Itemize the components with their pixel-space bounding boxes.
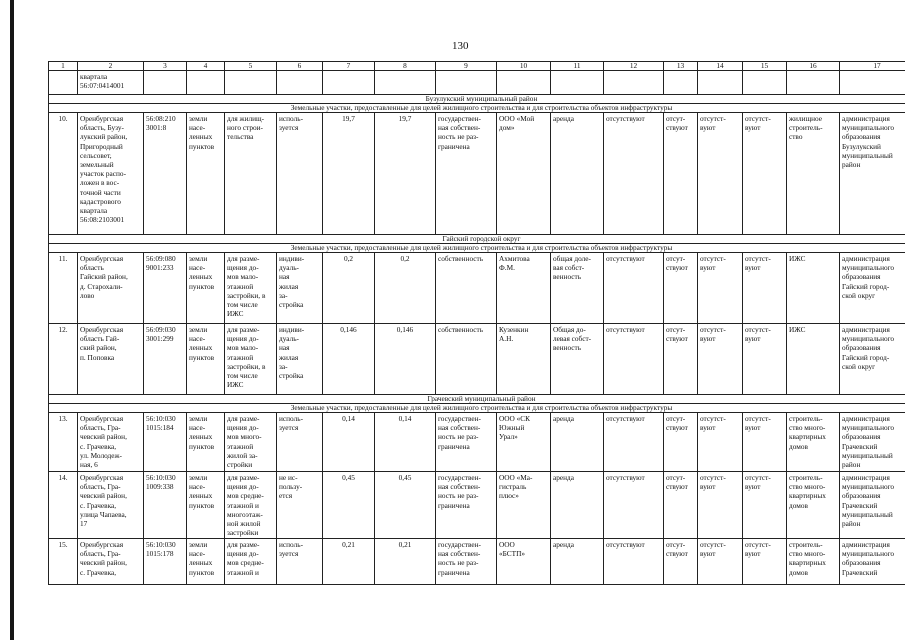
restrictions-cell: отсут- ствуют	[664, 413, 698, 472]
column-number-cell: 10	[497, 62, 551, 71]
column-number-cell: 14	[698, 62, 743, 71]
administration-cell: администрация муниципального образования Гайский город- ской округ	[840, 324, 905, 395]
encumbrances-cell: отсутствуют	[604, 472, 664, 539]
right-type-cell: аренда	[551, 472, 604, 539]
restrictions-cell: отсут- ствуют	[664, 113, 698, 235]
purpose-cell: строитель- ство много- квартирных домов	[787, 472, 840, 539]
administration-cell: администрация муниципального образования Гайский город- ской округ	[840, 253, 905, 324]
category-heading: Земельные участки, предоставленные для целей жилищного строительства и для строительства объектов инфраструктуры	[49, 404, 905, 413]
empty-cell	[787, 71, 840, 95]
ownership-form-cell: государствен- ная собствен- ность не раз- граничена	[436, 539, 497, 585]
column-number-cell: 5	[225, 62, 277, 71]
empty-cell	[743, 71, 787, 95]
empty-cell	[49, 71, 78, 95]
encumbrances-cell: отсутствуют	[604, 324, 664, 395]
land-category-cell: земли насе- ленных пунктов	[187, 253, 225, 324]
usage-status-cell: индиви- дуаль- ная жилая за- стройка	[277, 324, 323, 395]
row-number-cell: 12.	[49, 324, 78, 395]
area-total-cell: 0,146	[375, 324, 436, 395]
land-plot-row	[49, 324, 905, 395]
cadastral-number-cell: 56:08:210 3001:8	[144, 113, 187, 235]
land-plot-row	[49, 413, 905, 472]
empty-cell	[225, 71, 277, 95]
restrictions-3-cell: отсутст- вуют	[743, 413, 787, 472]
land-category-cell: земли насе- ленных пунктов	[187, 472, 225, 539]
restrictions-3-cell: отсутст- вуют	[743, 324, 787, 395]
usage-status-cell: исполь- зуется	[277, 413, 323, 472]
permitted-use-cell: для разме- щения до- мов мало- этажной застройки, в том числе ИЖС	[225, 324, 277, 395]
column-number-cell: 12	[604, 62, 664, 71]
usage-status-cell: исполь- зуется	[277, 539, 323, 585]
permitted-use-cell: для жилищ- ного строи- тельства	[225, 113, 277, 235]
column-number-cell: 6	[277, 62, 323, 71]
empty-cell	[277, 71, 323, 95]
land-category-cell: земли насе- ленных пунктов	[187, 413, 225, 472]
area-ha-cell: 19,7	[323, 113, 375, 235]
cadastral-number-cell: 56:10:030 1015:184	[144, 413, 187, 472]
purpose-cell: жилищное строитель- ство	[787, 113, 840, 235]
district-name: Грачевский муниципальный район	[49, 395, 905, 404]
area-total-cell: 0,14	[375, 413, 436, 472]
column-number-cell: 8	[375, 62, 436, 71]
restrictions-3-cell: отсутст- вуют	[743, 539, 787, 585]
right-holder-cell: ООО «СК Южный Урал»	[497, 413, 551, 472]
right-type-cell: аренда	[551, 539, 604, 585]
location-cell: Оренбургская область, Гра- чевский район, с. Грачевка,	[78, 539, 144, 585]
area-ha-cell: 0,21	[323, 539, 375, 585]
right-holder-cell: ООО «Мой дом»	[497, 113, 551, 235]
right-type-cell: Общая до- левая собст- венность	[551, 324, 604, 395]
row-number-cell: 11.	[49, 253, 78, 324]
area-total-cell: 19,7	[375, 113, 436, 235]
area-ha-cell: 0,146	[323, 324, 375, 395]
empty-cell	[187, 71, 225, 95]
restrictions-2-cell: отсутст- вуют	[698, 413, 743, 472]
continuation-row	[49, 71, 905, 95]
right-holder-cell: ООО «Ма- гистраль плюс»	[497, 472, 551, 539]
category-heading: Земельные участки, предоставленные для целей жилищного строительства и для строительства объектов инфраструктуры	[49, 244, 905, 253]
land-plot-row	[49, 113, 905, 235]
column-number-cell: 13	[664, 62, 698, 71]
administration-cell: администрация муниципального образования Грачевский	[840, 539, 905, 585]
empty-cell	[551, 71, 604, 95]
restrictions-3-cell: отсутст- вуют	[743, 472, 787, 539]
area-total-cell: 0,45	[375, 472, 436, 539]
area-total-cell: 0,21	[375, 539, 436, 585]
ownership-form-cell: собственность	[436, 253, 497, 324]
row-number-cell: 15.	[49, 539, 78, 585]
administration-cell: администрация муниципального образования Грачевский муниципальный район	[840, 472, 905, 539]
ownership-form-cell: собственность	[436, 324, 497, 395]
column-number-cell: 11	[551, 62, 604, 71]
column-number-cell: 7	[323, 62, 375, 71]
column-number-cell: 16	[787, 62, 840, 71]
category-header-row	[49, 104, 905, 113]
location-cell: Оренбургская область Гайский район, д. Старохали- лово	[78, 253, 144, 324]
restrictions-2-cell: отсутст- вуют	[698, 324, 743, 395]
encumbrances-cell: отсутствуют	[604, 413, 664, 472]
land-plot-row	[49, 253, 905, 324]
column-number-cell: 17	[840, 62, 905, 71]
cadastral-quarter-continuation: квартала 56:07:0414001	[78, 71, 144, 95]
row-number-cell: 13.	[49, 413, 78, 472]
empty-cell	[375, 71, 436, 95]
column-number-row	[49, 62, 905, 71]
land-plot-row	[49, 472, 905, 539]
land-category-cell: земли насе- ленных пунктов	[187, 324, 225, 395]
binding-edge-line	[10, 0, 14, 640]
purpose-cell: строитель- ство много- квартирных домов	[787, 413, 840, 472]
permitted-use-cell: для разме- щения до- мов много- этажной жилой за- стройки	[225, 413, 277, 472]
encumbrances-cell: отсутствуют	[604, 539, 664, 585]
restrictions-3-cell: отсутст- вуют	[743, 113, 787, 235]
permitted-use-cell: для разме- щения до- мов средне- этажной и	[225, 539, 277, 585]
right-holder-cell: ООО «БСТП»	[497, 539, 551, 585]
administration-cell: администрация муниципального образования Бузулукский муниципальный район	[840, 113, 905, 235]
location-cell: Оренбургская область, Гра- чевский район, с. Грачевка, ул. Молодеж- ная, 6	[78, 413, 144, 472]
usage-status-cell: индиви- дуаль- ная жилая за- стройка	[277, 253, 323, 324]
ownership-form-cell: государствен- ная собствен- ность не раз- граничена	[436, 413, 497, 472]
purpose-cell: ИЖС	[787, 253, 840, 324]
area-total-cell: 0,2	[375, 253, 436, 324]
purpose-cell: ИЖС	[787, 324, 840, 395]
category-heading: Земельные участки, предоставленные для целей жилищного строительства и для строительства объектов инфраструктуры	[49, 104, 905, 113]
empty-cell	[604, 71, 664, 95]
restrictions-2-cell: отсутст- вуют	[698, 539, 743, 585]
administration-cell: администрация муниципального образования Грачевский муниципальный район	[840, 413, 905, 472]
location-cell: Оренбургская область Гай- ский район, п. Поповка	[78, 324, 144, 395]
land-category-cell: земли насе- ленных пунктов	[187, 539, 225, 585]
district-name: Гайский городской округ	[49, 235, 905, 244]
usage-status-cell: исполь- зуется	[277, 113, 323, 235]
category-header-row	[49, 404, 905, 413]
purpose-cell: строитель- ство много- квартирных домов	[787, 539, 840, 585]
empty-cell	[698, 71, 743, 95]
category-header-row	[49, 244, 905, 253]
encumbrances-cell: отсутствуют	[604, 113, 664, 235]
district-name: Бузулукский муниципальный район	[49, 95, 905, 104]
empty-cell	[323, 71, 375, 95]
area-ha-cell: 0,45	[323, 472, 375, 539]
row-number-cell: 14.	[49, 472, 78, 539]
right-type-cell: аренда	[551, 413, 604, 472]
restrictions-3-cell: отсутст- вуют	[743, 253, 787, 324]
district-header-row	[49, 95, 905, 104]
column-number-cell: 9	[436, 62, 497, 71]
restrictions-2-cell: отсутст- вуют	[698, 113, 743, 235]
location-cell: Оренбургская область, Гра- чевский район, с. Грачевка, улица Чапаева, 17	[78, 472, 144, 539]
land-plots-register-table	[48, 61, 905, 585]
right-holder-cell: Кузенкин А.Н.	[497, 324, 551, 395]
usage-status-cell: не ис- пользу- ется	[277, 472, 323, 539]
column-number-cell: 1	[49, 62, 78, 71]
empty-cell	[840, 71, 905, 95]
area-ha-cell: 0,14	[323, 413, 375, 472]
right-type-cell: общая доле- вая собст- венность	[551, 253, 604, 324]
column-number-cell: 4	[187, 62, 225, 71]
restrictions-2-cell: отсутст- вуют	[698, 253, 743, 324]
ownership-form-cell: государствен- ная собствен- ность не раз- граничена	[436, 472, 497, 539]
column-number-cell: 3	[144, 62, 187, 71]
land-plot-row	[49, 539, 905, 585]
restrictions-cell: отсут- ствуют	[664, 472, 698, 539]
column-number-cell: 2	[78, 62, 144, 71]
permitted-use-cell: для разме- щения до- мов мало- этажной застройки, в том числе ИЖС	[225, 253, 277, 324]
empty-cell	[144, 71, 187, 95]
column-number-cell: 15	[743, 62, 787, 71]
restrictions-cell: отсут- ствуют	[664, 539, 698, 585]
cadastral-number-cell: 56:10:030 1015:178	[144, 539, 187, 585]
restrictions-2-cell: отсутст- вуют	[698, 472, 743, 539]
empty-cell	[436, 71, 497, 95]
cadastral-number-cell: 56:09:030 3001:299	[144, 324, 187, 395]
district-header-row	[49, 395, 905, 404]
right-type-cell: аренда	[551, 113, 604, 235]
cadastral-number-cell: 56:09:080 9001:233	[144, 253, 187, 324]
ownership-form-cell: государствен- ная собствен- ность не раз- граничена	[436, 113, 497, 235]
location-cell: Оренбургская область, Бузу- лукский район, Пригородный сельсовет, земельный участок распо- ложен в вос- точной части кадастрового квартала 56:08:2103001	[78, 113, 144, 235]
restrictions-cell: отсут- ствуют	[664, 324, 698, 395]
encumbrances-cell: отсутствуют	[604, 253, 664, 324]
permitted-use-cell: для разме- щения до- мов средне- этажной и многоэтаж- ной жилой застройки	[225, 472, 277, 539]
right-holder-cell: Ахмитова Ф.М.	[497, 253, 551, 324]
empty-cell	[664, 71, 698, 95]
empty-cell	[497, 71, 551, 95]
page-number: 130	[452, 40, 469, 52]
district-header-row	[49, 235, 905, 244]
restrictions-cell: отсут- ствуют	[664, 253, 698, 324]
cadastral-number-cell: 56:10:030 1009:338	[144, 472, 187, 539]
land-category-cell: земли насе- ленных пунктов	[187, 113, 225, 235]
area-ha-cell: 0,2	[323, 253, 375, 324]
row-number-cell: 10.	[49, 113, 78, 235]
